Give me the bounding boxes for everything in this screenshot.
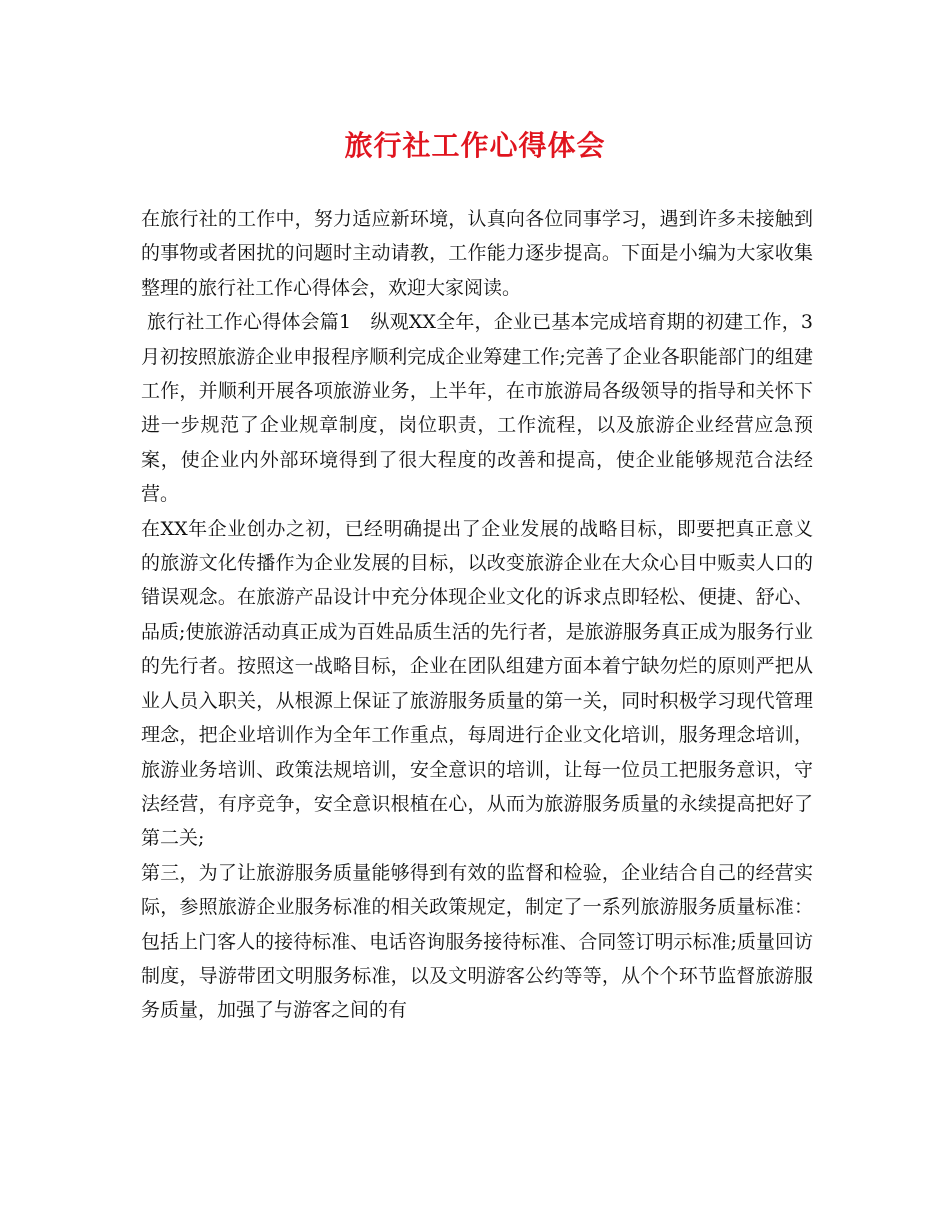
document-title: 旅行社工作心得体会 <box>344 129 606 162</box>
paragraph-strategy: 在XX年企业创办之初，已经明确提出了企业发展的战略目标，即要把真正意义的旅游文化传播作为企业发展的目标，以改变旅游企业在大众心目中贩卖人口的错误观念。在旅游产品设计中充分体现企业文化的诉求点即轻松、便捷、舒心、品质;使旅游活动真正成为百姓品质生活的先行者，是旅游服务真正成为服务行业的先行者。按照这一战略目标，企业在团队组建方面本着宁缺勿烂的原则严把从业人员入职关，从根源上保证了旅游服务质量的第一关，同时积极学习现代管理理念，把企业培训作为全年工作重点，每周进行企业文化培训，服务理念培训，旅游业务培训、政策法规培训，安全意识的培训，让每一位员工把服务意识，守法经营，有序竞争，安全意识根植在心，从而为旅游服务质量的永续提高把好了第二关; <box>141 517 813 850</box>
paragraph-intro: 在旅行社的工作中，努力适应新环境，认真向各位同事学习，遇到许多未接触到的事物或者困扰的问题时主动请教，工作能力逐步提高。下面是小编为大家收集整理的旅行社工作心得体会，欢迎大家阅读。 <box>141 208 813 299</box>
paragraph-section-1: 旅行社工作心得体会篇1 纵观XX全年，企业已基本完成培育期的初建工作，3月初按照旅游企业申报程序顺利完成企业筹建工作;完善了企业各职能部门的组建工作，并顺利开展各项旅游业务，上半年，在市旅游局各级领导的指导和关怀下进一步规范了企业规章制度，岗位职责，工作流程，以及旅游企业经营应急预案，使企业内外部环境得到了很大程度的改善和提高，使企业能够规范合法经营。 <box>141 311 813 506</box>
paragraph-third: 第三，为了让旅游服务质量能够得到有效的监督和检验，企业结合自己的经营实际，参照旅游企业服务标准的相关政策规定，制定了一系列旅游服务质量标准：包括上门客人的接待标准、电话咨询服务接待标准、合同签订明示标准;质量回访制度，导游带团文明服务标准，以及文明游客公约等等，从个个环节监督旅游服务质量，加强了与游客之间的有 <box>141 861 813 1022</box>
document-body <box>141 202 813 1028</box>
